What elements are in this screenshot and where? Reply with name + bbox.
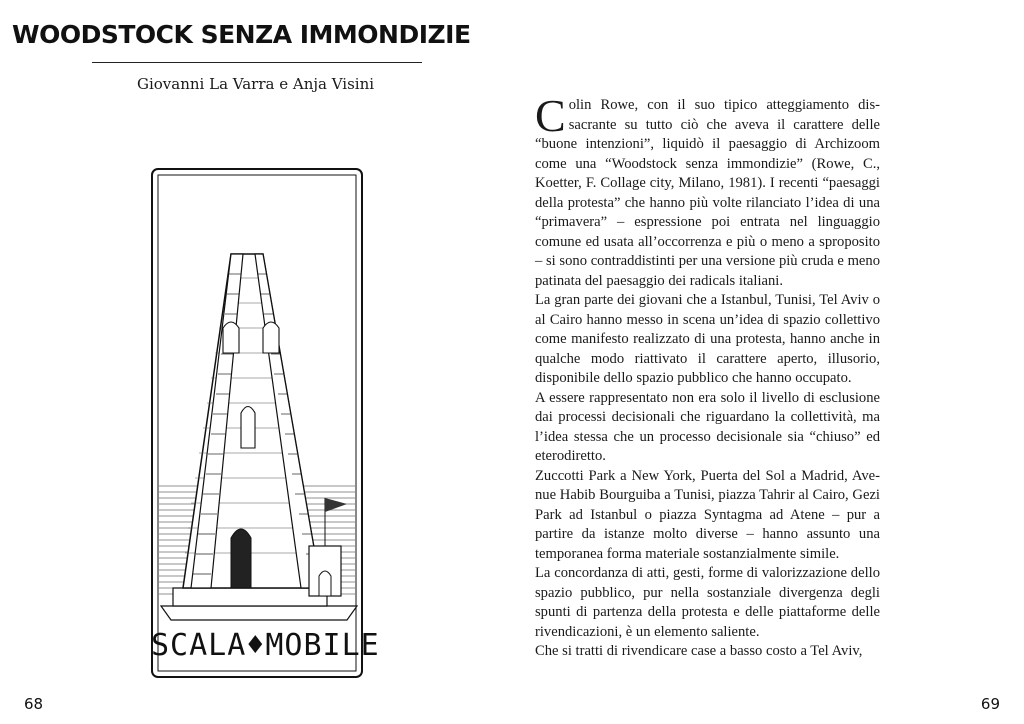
- title-divider: [92, 62, 422, 63]
- illustration-card: [151, 168, 380, 678]
- article-paragraph-4: Zuccotti Park a New York, Puerta del Sol a Madrid, Avenue Habib Bourguiba a Tunisi, piazza Tahrir al Cairo, Gezi Park ad Istanbul o piazza Syntagma ad Atene – pur a partire da istanze molto diverse – hanno assunto una temporanea forma materiale sostanzialmente simile.: [535, 467, 880, 562]
- article-paragraph-1: Colin Rowe, con il suo tipico atteggiamento dissacrante su tutto ciò che aveva il carattere delle “buone intenzioni”, liquidò il paesaggio di Archizoom come una “Woodstock senza immondizie” (Rowe, C., Koetter, F. Collage city, Milano, 1981). I recenti “paesaggi della protesta” che hanno più volte rilanciato l’idea di una “primavera” – espressione poi entrata nel linguaggio comune ed usata all’occorrenza e più o meno a sproposito – si sono contraddistinti per una versione più cruda e meno patinata del paesaggio dei radicals italiani.: [535, 90, 880, 289]
- dropcap-letter: C: [535, 90, 566, 141]
- article-authors: Giovanni La Varra e Anja Visini: [137, 75, 375, 93]
- tower-staircase-illustration: [151, 168, 380, 678]
- article-paragraph-3: A essere rappresentato non era solo il livello di esclusione dai processi decisionali che riguardano la collettività, ma l’idea stessa che un processo decisionale sia “chiuso” ed eterodiretto.: [535, 389, 880, 464]
- article-title: WOODSTOCK SENZA IMMONDIZIE: [12, 20, 471, 49]
- page-number-right: 69: [980, 695, 1000, 713]
- article-paragraph-6: Che si tratti di rivendicare case a basso costo a Tel Aviv,: [535, 643, 863, 659]
- page-number-left: 68: [24, 695, 44, 713]
- article-body: [535, 90, 880, 662]
- article-paragraph-5: La concordanza di atti, gesti, forme di valorizzazione dello spazio pubblico, pur nella sostanziale divergenza degli spunti di partenza della protesta e delle piattaforme delle rivendicazioni, è un elemento saliente.: [535, 565, 880, 640]
- illustration-caption: SCALA♦MOBILE: [151, 628, 380, 663]
- article-paragraph-2: La gran parte dei giovani che a Istanbul, Tunisi, Tel Aviv o al Cairo hanno messo in scena un’idea di spazio collettivo come manifesto realizzato di una protesta, hanno anche in qualche modo riattivato il carattere aperto, illusorio, disponibile dello spazio pubblico che hanno occupato.: [535, 292, 880, 386]
